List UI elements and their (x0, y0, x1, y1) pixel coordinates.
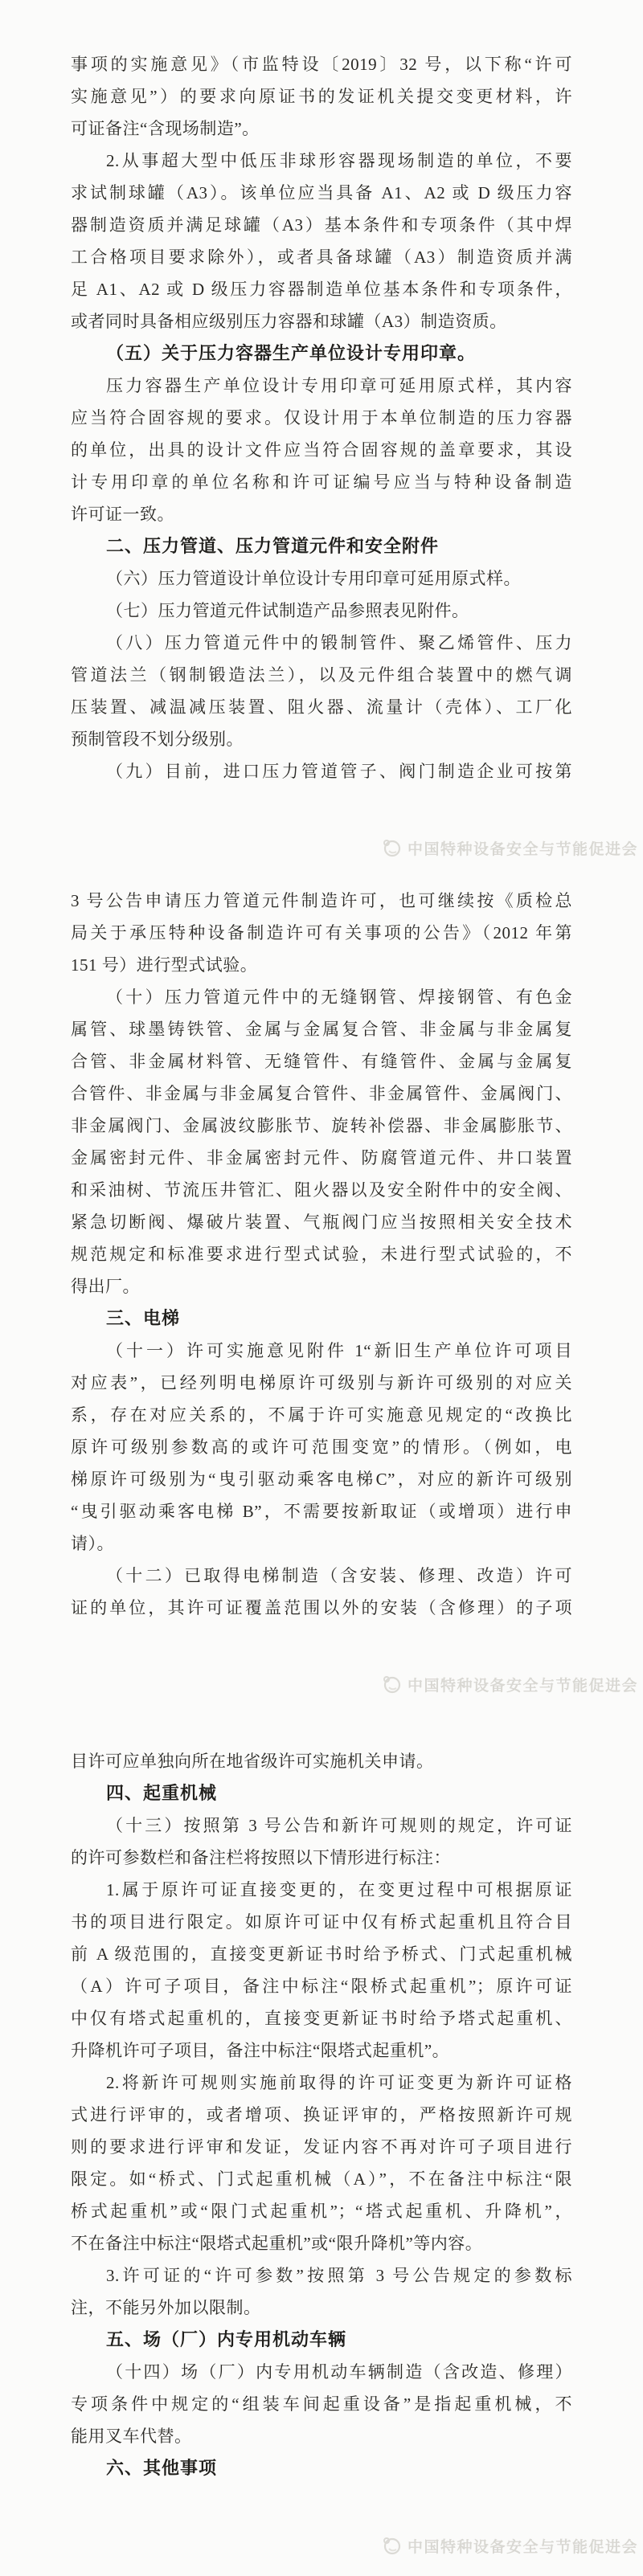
text-line: 2.从事超大型中低压非球形容器现场制造的单位，不要 (106, 151, 572, 170)
text-line: 不在备注中标注“限塔式起重机”或“限升降机”等内容。 (71, 2234, 483, 2253)
text-line: 非金属阀门、金属波纹膨胀节、旋转补偿器、非金属膨胀节、 (71, 1116, 572, 1135)
watermark-text: 中国特种设备安全与节能促进会 (407, 840, 638, 858)
text-line: （十三）按照第 3 号公告和新许可规则的规定，许可证 (106, 1816, 572, 1835)
watermark-text: 中国特种设备安全与节能促进会 (407, 2538, 638, 2556)
section-heading: 四、起重机械 (106, 1783, 218, 1803)
text-line: 3.许可证的“许可参数”按照第 3 号公告规定的参数标 (106, 2266, 572, 2285)
text-line: 应当符合固容规的要求。仅设计用于本单位制造的压力容器 (71, 408, 572, 427)
text-line: 紧急切断阀、爆破片装置、气瓶阀门应当按照相关安全技术 (71, 1212, 572, 1232)
text-line: 梯原许可级别为“曳引驱动乘客电梯C”，对应的新许可级别 (71, 1470, 572, 1489)
text-line: 的许可参数栏和备注栏将按照以下情形进行标注： (71, 1848, 451, 1867)
text-line: （十二）已取得电梯制造（含安装、修理、改造）许可 (106, 1566, 572, 1585)
text-line: 请）。 (71, 1534, 114, 1553)
text-line: （十）压力管道元件中的无缝钢管、焊接钢管、有色金 (106, 987, 572, 1007)
text-line: 局关于承压特种设备制造许可有关事项的公告》（2012 年第 (71, 923, 572, 942)
text-line: 或者同时具备相应级别压力容器和球罐（A3）制造资质。 (71, 312, 507, 331)
text-line: （八）压力管道元件中的锻制管件、聚乙烯管件、压力 (106, 633, 572, 652)
text-line: 1.属于原许可证直接变更的，在变更过程中可根据原证 (106, 1880, 572, 1899)
watermark (381, 1672, 638, 1696)
text-line: 预制管段不划分级别。 (71, 730, 244, 749)
text-line: 式进行评审的，或者增项、换证评审的，严格按照新许可规 (71, 2105, 572, 2124)
section-heading: （五）关于压力容器生产单位设计专用印章。 (106, 343, 477, 363)
page-1-text-block (71, 48, 572, 787)
association-logo-icon (381, 1674, 402, 1695)
text-line: 许可证一致。 (71, 505, 174, 524)
text-line: 系，存在对应关系的，不属于许可实施意见规定的“改换比 (71, 1405, 572, 1425)
text-line: 的单位，出具的设计文件应当符合固容规的盖章要求，其设 (71, 440, 572, 460)
text-line: 证的单位，其许可证覆盖范围以外的安装（含修理）的子项 (71, 1598, 572, 1617)
text-line: 中仅有塔式起重机的，直接变更新证书时给予塔式起重机、 (71, 2009, 572, 2028)
watermark (381, 2533, 638, 2558)
section-heading: 五、场（厂）内专用机动车辆 (106, 2329, 347, 2349)
text-line: 151 号）进行型式试验。 (71, 955, 258, 975)
text-line: （六）压力管道设计单位设计专用印章可延用原式样。 (106, 569, 521, 588)
text-line: 前 A 级范围的，直接变更新证书时给予桥式、门式起重机械 (71, 1944, 572, 1964)
text-line: 桥式起重机”或“限门式起重机”；“塔式起重机、升降机”， (71, 2202, 572, 2221)
text-line: 原许可级别参数高的或许可范围变宽”的情形。（例如，电 (71, 1437, 572, 1457)
text-line: （十四）场（厂）内专用机动车辆制造（含改造、修理） (106, 2362, 572, 2382)
text-line: 合管件、非金属与非金属复合管件、非金属管件、金属阀门、 (71, 1084, 572, 1103)
text-line: 足 A1、A2 或 D 级压力容器制造单位基本条件和专项条件， (71, 280, 572, 299)
text-line: 升降机许可子项目，备注中标注“限塔式起重机”。 (71, 2041, 450, 2060)
text-line: 实施意见”）的要求向原证书的发证机关提交变更材料，许 (71, 87, 572, 106)
section-heading: 三、电梯 (106, 1308, 181, 1328)
text-line: 求试制球罐（A3）。该单位应当具备 A1、A2 或 D 级压力容 (71, 183, 572, 202)
text-line: 合管、非金属材料管、无缝管件、有缝管件、金属与金属复 (71, 1052, 572, 1071)
section-heading: 六、其他事项 (106, 2458, 218, 2478)
text-line: 书的项目进行限定。如原许可证中仅有桥式起重机且符合目 (71, 1912, 572, 1932)
association-logo-icon (381, 2535, 402, 2556)
text-line: 压装置、减温减压装置、阻火器、流量计（壳体）、工厂化 (71, 697, 572, 717)
text-line: 计专用印章的单位名称和许可证编号应当与特种设备制造 (71, 472, 572, 492)
text-line: “曳引驱动乘客电梯 B”，不需要按新取证（或增项）进行申 (71, 1502, 572, 1521)
page-2-text-block (71, 885, 572, 1624)
text-line: 属管、球墨铸铁管、金属与金属复合管、非金属与非金属复 (71, 1020, 572, 1039)
text-line: 则的要求进行评审和发证，发证内容不再对许可子项目进行 (71, 2137, 572, 2157)
text-line: 目许可应单独向所在地省级许可实施机关申请。 (71, 1752, 434, 1771)
text-line: 和采油树、节流压井管汇、阻火器以及安全附件中的安全阀、 (71, 1180, 572, 1200)
text-line: （九）目前，进口压力管道管子、阀门制造企业可按第 (106, 762, 572, 781)
text-line: 器制造资质并满足球罐（A3）基本条件和专项条件（其中焊 (71, 215, 572, 235)
text-line: 能用叉车代替。 (71, 2427, 192, 2446)
text-line: （A）许可子项目，备注中标注“限桥式起重机”；原许可证 (71, 1977, 572, 1996)
text-line: 注，不能另外加以限制。 (71, 2298, 261, 2317)
text-line: 工合格项目要求除外），或者具备球罐（A3）制造资质并满 (71, 247, 572, 267)
text-line: 事项的实施意见》（市监特设〔2019〕32 号，以下称“许可 (71, 55, 572, 74)
text-line: 金属密封元件、非金属密封元件、防腐管道元件、井口装置 (71, 1148, 572, 1167)
text-line: 专项条件中规定的“组装车间起重设备”是指起重机械，不 (71, 2394, 572, 2414)
text-line: 3 号公告申请压力管道元件制造许可，也可继续按《质检总 (71, 891, 572, 910)
section-heading: 二、压力管道、压力管道元件和安全附件 (106, 536, 440, 556)
text-line: 2.将新许可规则实施前取得的许可证变更为新许可证格 (106, 2073, 572, 2092)
page-3-text-block (71, 1745, 572, 2484)
text-line: （十一）许可实施意见附件 1“新旧生产单位许可项目 (106, 1341, 572, 1360)
watermark (381, 836, 638, 860)
text-line: 限定。如“桥式、门式起重机械（A）”，不在备注中标注“限 (71, 2169, 572, 2189)
text-line: 可证备注“含现场制造”。 (71, 119, 260, 138)
text-line: 规范规定和标准要求进行型式试验，未进行型式试验的，不 (71, 1245, 572, 1264)
watermark-text: 中国特种设备安全与节能促进会 (407, 1677, 638, 1695)
association-logo-icon (381, 837, 402, 858)
text-line: 对应表”，已经列明电梯原许可级别与新许可级别的对应关 (71, 1373, 572, 1392)
text-line: 得出厂。 (71, 1277, 140, 1296)
text-line: 管道法兰（钢制锻造法兰），以及元件组合装置中的燃气调 (71, 665, 572, 685)
text-line: 压力容器生产单位设计专用印章可延用原式样，其内容 (106, 376, 572, 395)
text-line: （七）压力管道元件试制造产品参照表见附件。 (106, 601, 469, 620)
